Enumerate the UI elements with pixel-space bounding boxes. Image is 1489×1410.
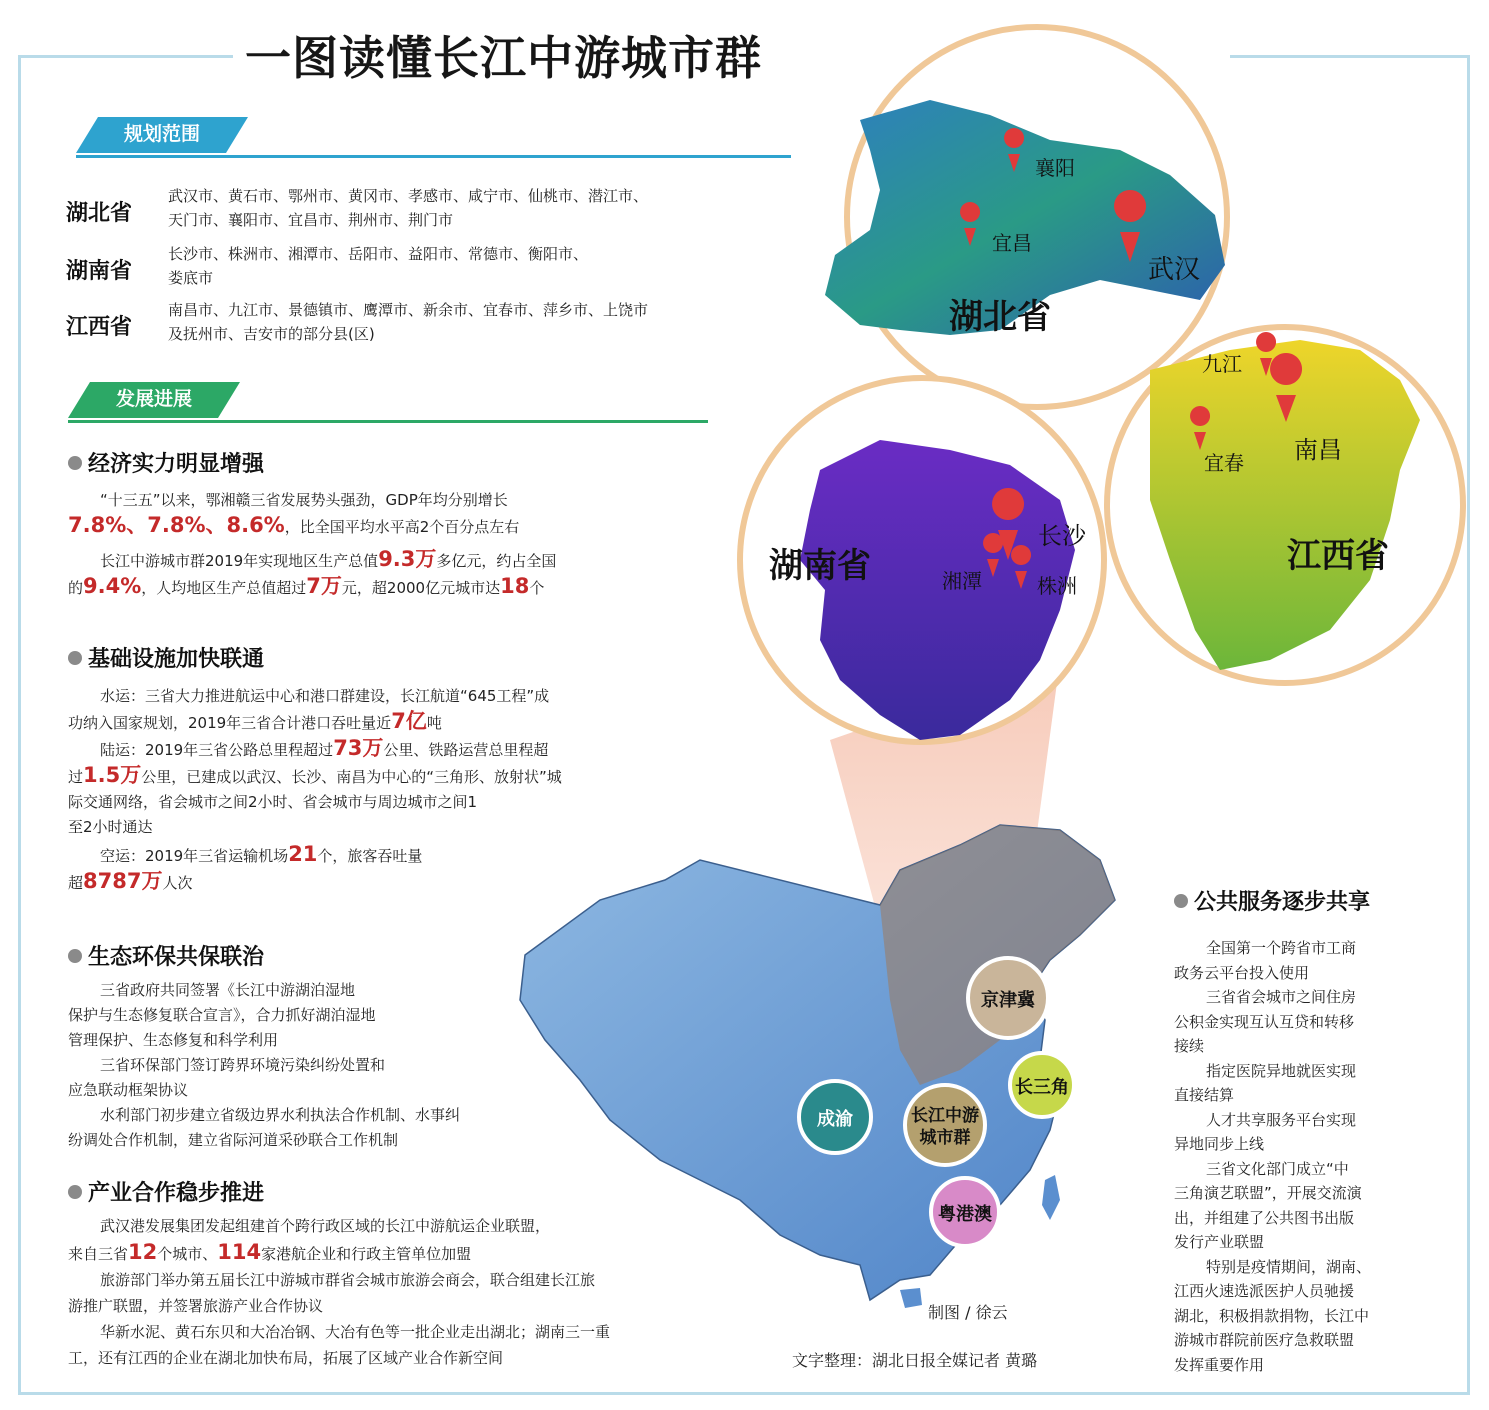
cities-line: 武汉市、黄石市、鄂州市、黄冈市、孝感市、咸宁市、仙桃市、潜江市、 bbox=[168, 187, 649, 205]
heading-text: 公共服务逐步共享 bbox=[1194, 890, 1371, 915]
city-label: 武汉 bbox=[1147, 255, 1201, 285]
badge-label: 成渝 bbox=[817, 1109, 853, 1130]
text: 超 bbox=[68, 874, 84, 892]
cities-line: 及抚州市、吉安市的部分县(区) bbox=[168, 325, 375, 343]
text: 人次 bbox=[162, 874, 193, 892]
text: 三省环保部门签订跨界环境污染纠纷处置和 bbox=[100, 1056, 386, 1074]
public-line: 出，并组建了公共图书出版 bbox=[1174, 1208, 1355, 1227]
public-line: 公积金实现互认互贷和转移 bbox=[1174, 1012, 1355, 1031]
text: ，人均地区生产总值超过 bbox=[141, 579, 307, 597]
text: 至2小时通达 bbox=[68, 818, 153, 836]
cities-line: 天门市、襄阳市、宜昌市、荆州市、荆门市 bbox=[168, 211, 454, 229]
text: ，比全国平均水平高2个百分点左右 bbox=[284, 518, 520, 536]
text: 功纳入国家规划，2019年三省合计港口吞吐量近 bbox=[68, 714, 392, 732]
province-name: 湖北省 bbox=[66, 201, 133, 226]
highlight-number: 114 bbox=[217, 1240, 262, 1264]
text: 来自三省 bbox=[68, 1245, 129, 1263]
city-label: 襄阳 bbox=[1035, 156, 1075, 180]
public-line: 直接结算 bbox=[1174, 1086, 1235, 1104]
badge-label: 长江中游 bbox=[911, 1106, 979, 1126]
text: 个城市、 bbox=[157, 1245, 218, 1263]
text: 的 bbox=[68, 579, 84, 597]
text: 元，超2000亿元城市达 bbox=[341, 579, 501, 597]
text: 纷调处合作机制，建立省际河道采砂联合工作机制 bbox=[68, 1131, 399, 1149]
cities-line: 长沙市、株洲市、湘潭市、岳阳市、益阳市、常德市、衡阳市、 bbox=[168, 245, 589, 263]
text: 陆运：2019年三省公路总里程超过 bbox=[100, 741, 334, 759]
public-line: 三省省会城市之间住房 bbox=[1206, 988, 1357, 1006]
highlight-number: 9.4% bbox=[83, 574, 142, 598]
public-line: 三角演艺联盟”，开展交流演 bbox=[1174, 1184, 1362, 1202]
text: 三省政府共同签署《长江中游湖泊湿地 bbox=[100, 981, 356, 999]
city-label: 宜春 bbox=[1204, 451, 1244, 475]
public-line: 江西火速选派医护人员驰援 bbox=[1174, 1282, 1355, 1300]
text: 公里，已建成以武汉、长沙、南昌为中心的“三角形、放射状”城 bbox=[141, 768, 562, 786]
public-line: 人才共享服务平台实现 bbox=[1206, 1110, 1357, 1129]
highlight-number: 7万 bbox=[306, 574, 342, 598]
public-line: 指定医院异地就医实现 bbox=[1206, 1061, 1357, 1080]
public-line: 政务云平台投入使用 bbox=[1174, 963, 1310, 982]
public-line: 湖北，积极捐款捐物，长江中 bbox=[1174, 1306, 1370, 1325]
bullet-dot bbox=[1174, 894, 1188, 908]
city-label: 宜昌 bbox=[992, 231, 1032, 255]
city-label: 湘潭 bbox=[942, 569, 982, 593]
text: 多亿元，约占全国 bbox=[436, 552, 557, 570]
city-label: 株洲 bbox=[1037, 574, 1077, 598]
text: 武汉港发展集团发起组建首个跨行政区域的长江中游航运企业联盟， bbox=[100, 1217, 551, 1235]
highlight-number: 12 bbox=[128, 1240, 158, 1264]
badge-label: 城市群 bbox=[919, 1128, 971, 1148]
badge-label: 京津冀 bbox=[981, 990, 1035, 1011]
design-credit: 制图 / 徐云 bbox=[928, 1303, 1008, 1322]
public-line: 异地同步上线 bbox=[1174, 1135, 1265, 1153]
text: 公里、铁路运营总里程超 bbox=[383, 741, 549, 759]
city-label: 南昌 bbox=[1294, 436, 1342, 464]
hainan bbox=[900, 1288, 922, 1308]
text: 旅游部门举办第五届长江中游城市群省会城市旅游会商会，联合组建长江旅 bbox=[100, 1271, 596, 1289]
text: 水利部门初步建立省级边界水利执法合作机制、水事纠 bbox=[100, 1106, 461, 1124]
public-heading bbox=[1174, 885, 1370, 916]
highlight-number: 7.8%、7.8%、8.6% bbox=[68, 513, 285, 537]
public-line: 发挥重要作用 bbox=[1174, 1355, 1265, 1374]
city-label: 九江 bbox=[1202, 352, 1242, 376]
taiwan bbox=[1042, 1175, 1060, 1220]
text: 家港航企业和行政主管单位加盟 bbox=[261, 1245, 472, 1263]
heading-text: 产业合作稳步推进 bbox=[88, 1181, 265, 1206]
highlight-number: 9.3万 bbox=[378, 547, 437, 571]
text: 工，还有江西的企业在湖北加快布局，拓展了区域产业合作新空间 bbox=[68, 1349, 504, 1367]
scope-tag: 规划范围 bbox=[123, 123, 200, 145]
page-title: 一图读懂长江中游城市群 bbox=[245, 31, 762, 85]
text: 应急联动框架协议 bbox=[68, 1081, 189, 1099]
public-line: 发行产业联盟 bbox=[1174, 1233, 1265, 1251]
public-para bbox=[1174, 936, 1414, 1377]
public-line: 特别是疫情期间，湖南、 bbox=[1206, 1257, 1372, 1276]
highlight-number: 7亿 bbox=[391, 709, 427, 733]
text: 游推广联盟，并签署旅游产业合作协议 bbox=[68, 1297, 324, 1315]
text: 个 bbox=[529, 579, 545, 597]
public-line: 游城市群院前医疗急救联盟 bbox=[1174, 1331, 1355, 1349]
highlight-number: 1.5万 bbox=[83, 763, 142, 787]
hubei-label: 湖北省 bbox=[949, 297, 1051, 337]
text: 个，旅客吞吐量 bbox=[317, 847, 423, 865]
text: 长江中游城市群2019年实现地区生产总值 bbox=[100, 552, 379, 570]
badge-label: 长三角 bbox=[1015, 1077, 1069, 1098]
heading-text: 经济实力明显增强 bbox=[88, 452, 265, 477]
text: “十三五”以来，鄂湘赣三省发展势头强劲，GDP年均分别增长 bbox=[100, 491, 508, 509]
jiangxi-label: 江西省 bbox=[1287, 536, 1389, 576]
province-name: 湖南省 bbox=[66, 259, 133, 284]
highlight-number: 73万 bbox=[333, 736, 384, 760]
public-line: 三省文化部门成立“中 bbox=[1206, 1159, 1349, 1178]
text: 水运：三省大力推进航运中心和港口群建设，长江航道“645工程”成 bbox=[100, 687, 550, 705]
public-line: 接续 bbox=[1174, 1037, 1205, 1055]
province-name: 江西省 bbox=[66, 315, 133, 340]
badge-label: 粤港澳 bbox=[938, 1204, 992, 1225]
city-label: 长沙 bbox=[1038, 522, 1086, 550]
text: 华新水泥、黄石东贝和大冶冶钢、大冶有色等一批企业走出湖北；湖南三一重 bbox=[100, 1323, 611, 1341]
text: 空运：2019年三省运输机场 bbox=[100, 847, 289, 865]
progress-tag: 发展进展 bbox=[115, 388, 192, 410]
text: 吨 bbox=[426, 714, 442, 732]
text: 管理保护、生态修复和科学利用 bbox=[68, 1031, 279, 1049]
public-line: 全国第一个跨省市工商 bbox=[1206, 939, 1357, 957]
text: 过 bbox=[68, 768, 84, 786]
text-credit: 文字整理：湖北日报全媒记者 黄璐 bbox=[792, 1351, 1038, 1370]
highlight-number: 21 bbox=[288, 842, 318, 866]
heading-text: 生态环保共保联治 bbox=[88, 945, 265, 970]
highlight-number: 8787万 bbox=[83, 869, 163, 893]
cities-line: 南昌市、九江市、景德镇市、鹰潭市、新余市、宜春市、萍乡市、上饶市 bbox=[168, 301, 649, 319]
text: 际交通网络，省会城市之间2小时、省会城市与周边城市之间1 bbox=[68, 793, 478, 811]
heading-text: 基础设施加快联通 bbox=[88, 647, 265, 672]
text: 保护与生态修复联合宣言》，合力抓好湖泊湿地 bbox=[68, 1006, 376, 1024]
highlight-number: 18 bbox=[500, 574, 530, 598]
cities-line: 娄底市 bbox=[168, 269, 214, 287]
hunan-label: 湖南省 bbox=[769, 546, 871, 586]
